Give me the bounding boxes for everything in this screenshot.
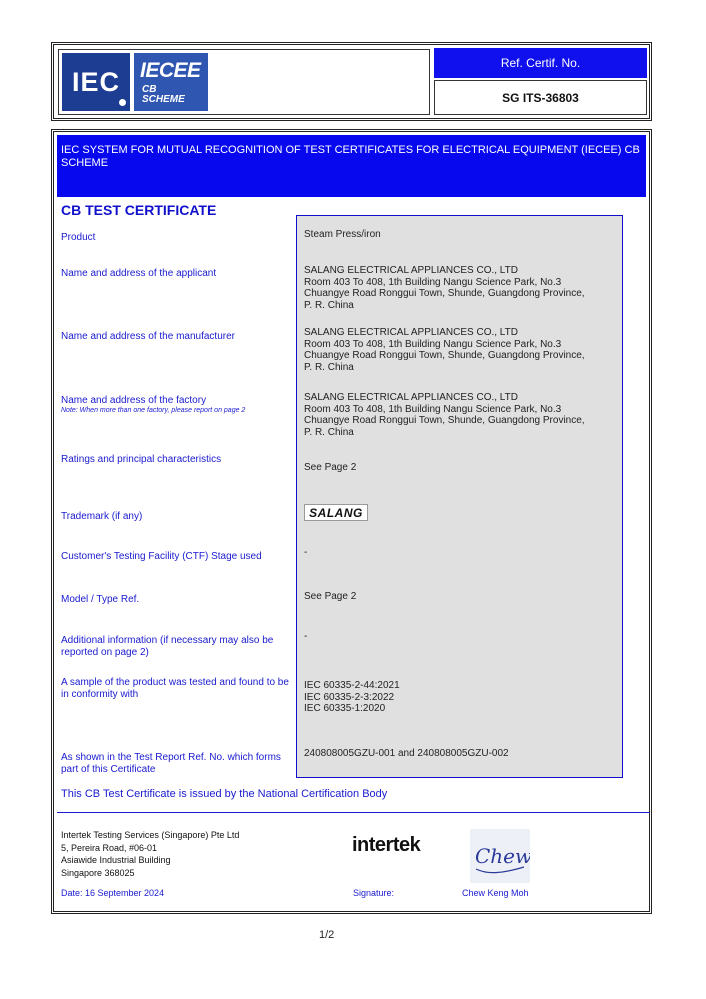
factory-value [304,392,619,438]
signer-name: Chew Keng Moh [462,888,529,898]
factory-line: SALANG ELECTRICAL APPLIANCES CO., LTD [304,392,518,403]
cb-scheme-line-1: CB [142,84,157,95]
iec-logo-dot-icon [119,99,126,106]
ref-certif-number: SG ITS-36803 [434,80,647,115]
iecee-logo-text: IECEE [140,59,201,82]
manufacturer-line: SALANG ELECTRICAL APPLIANCES CO., LTD [304,327,518,338]
issued-by-statement: This CB Test Certificate is issued by the National Certification Body [61,788,388,800]
applicant-line: Room 403 To 408, 1th Building Nangu Science Park, No.3 [304,276,562,288]
certificate-title: CB TEST CERTIFICATE [61,202,217,218]
salang-trademark-logo: SALANG [304,504,368,521]
manufacturer-line: P. R. China [304,361,354,373]
address-line: Singapore 368025 [61,867,135,878]
iec-logo-text: IEC [71,66,120,97]
standard-item: IEC 60335-1:2020 [304,703,386,714]
factory-line: Chuangye Road Ronggui Town, Shunde, Guangdong Province, [304,415,585,426]
ctf-label: Customer's Testing Facility (CTF) Stage used [61,551,262,562]
factory-label [61,395,291,415]
address-line: Intertek Testing Services (Singapore) Pte Ltd [61,830,240,840]
ratings-label: Ratings and principal characteristics [61,454,222,465]
signature-label: Signature: [353,888,395,898]
logo-area [58,49,430,115]
factory-line: P. R. China [304,426,354,438]
footer-divider [57,812,650,813]
signature-text: Chew [475,844,530,868]
cb-scheme-logo-text [142,85,185,105]
standards-list [304,680,619,715]
issuer-address [61,829,321,879]
applicant-label: Name and address of the applicant [61,268,217,279]
standard-item: IEC 60335-2-3:2022 [304,691,395,703]
product-value: Steam Press/iron [304,229,381,240]
iec-logo [62,53,130,111]
product-label: Product [61,232,96,243]
applicant-line: P. R. China [304,299,354,311]
conformity-label: A sample of the product was tested and found to be in conformity with [61,677,289,700]
address-line: Asiawide Industrial Building [61,855,171,865]
manufacturer-line: Chuangye Road Ronggui Town, Shunde, Guangdong Province, [304,350,585,361]
factory-line: Room 403 To 408, 1th Building Nangu Science Park, No.3 [304,403,562,415]
factory-label-text: Name and address of the factory [61,395,207,406]
issue-date: Date: 16 September 2024 [61,888,165,898]
applicant-line: SALANG ELECTRICAL APPLIANCES CO., LTD [304,265,518,276]
additional-info-value: - [304,631,308,642]
signature-scribble [470,829,530,883]
test-report-label: As shown in the Test Report Ref. No. which forms part of this Certificate [61,752,281,775]
additional-info-label: Additional information (if necessary may also be reported on page 2) [61,635,274,658]
factory-note: Note: When more than one factory, please report on page 2 [61,407,246,414]
trademark-label: Trademark (if any) [61,511,143,522]
applicant-line: Chuangye Road Ronggui Town, Shunde, Guangdong Province, [304,288,585,299]
model-label: Model / Type Ref. [61,594,140,605]
signature-image [470,829,530,883]
certificate-body [51,129,652,914]
system-banner: IEC SYSTEM FOR MUTUAL RECOGNITION OF TEST CERTIFICATES FOR ELECTRICAL EQUIPMENT (IECEE) CB SCHEME [57,135,646,197]
applicant-value [304,265,619,311]
ref-certif-label: Ref. Certif. No. [434,48,647,78]
cb-scheme-line-2: SCHEME [142,94,185,105]
ratings-value: See Page 2 [304,462,357,473]
address-line: 5, Pereira Road, #06-01 [61,842,158,853]
manufacturer-value [304,327,619,373]
model-value: See Page 2 [304,591,357,602]
intertek-logo: intertek [352,834,421,856]
iecee-cb-scheme-logo [134,53,208,111]
certificate-header [51,42,652,121]
manufacturer-line: Room 403 To 408, 1th Building Nangu Science Park, No.3 [304,338,562,350]
page-number: 1/2 [319,929,335,941]
test-report-value: 240808005GZU-001 and 240808005GZU-002 [304,748,509,759]
standard-item: IEC 60335-2-44:2021 [304,680,400,691]
manufacturer-label: Name and address of the manufacturer [61,331,235,342]
ctf-value: - [304,547,308,558]
